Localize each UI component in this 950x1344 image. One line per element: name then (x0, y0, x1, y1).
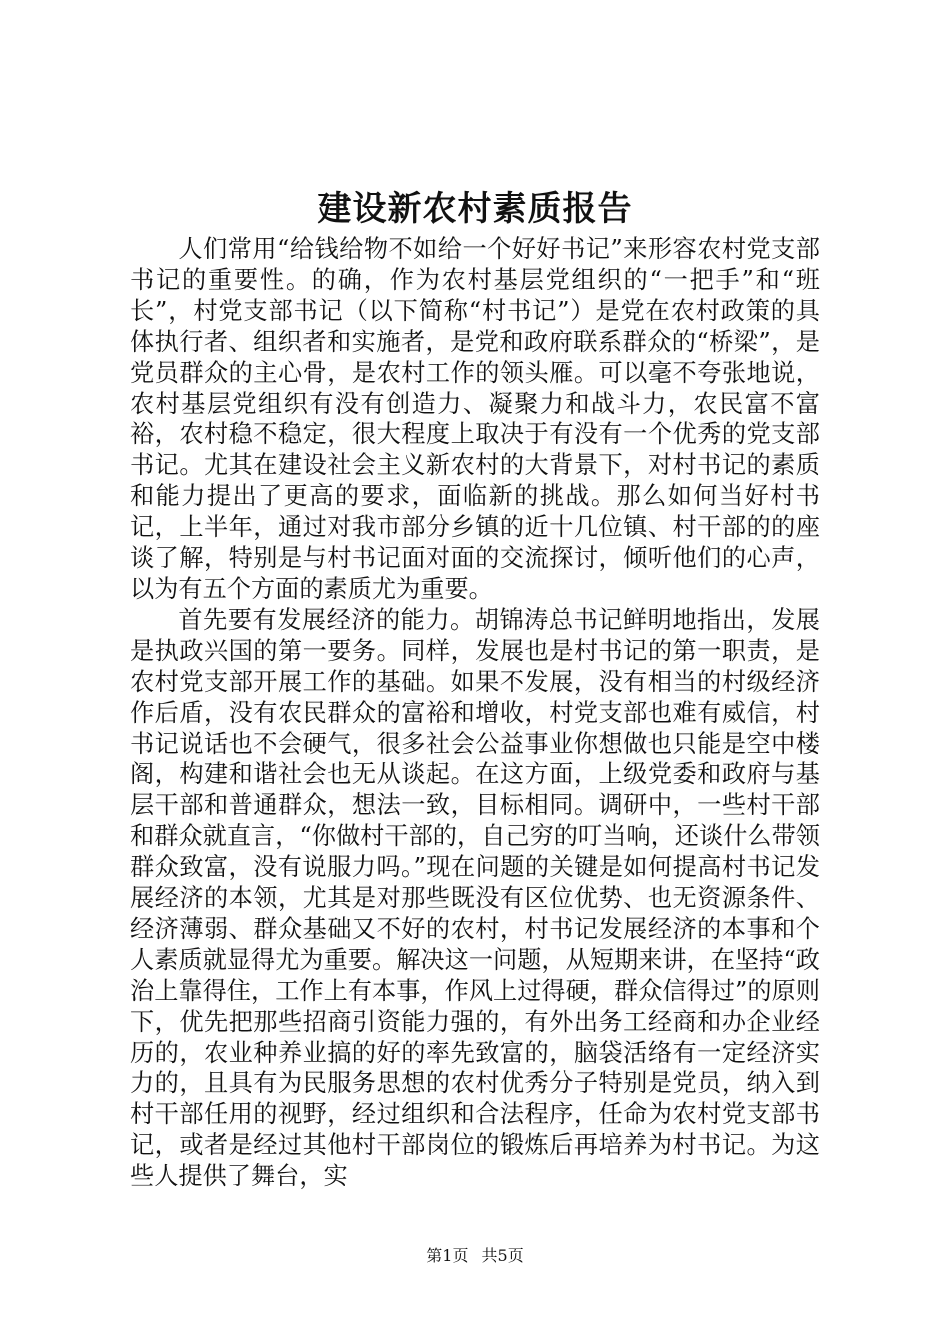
document-title: 建设新农村素质报告 (317, 189, 633, 229)
page-footer (0, 1244, 950, 1268)
paragraph-1: 人们常用“给钱给物不如给一个好好书记”来形容农村党支部书记的重要性。的确，作为农村基层党组织的“一把手”和“班长”，村党支部书记（以下简称“村书记”）是党在农村政策的具体执行者、组织者和实施者，是党和政府联系群众的“桥梁”，是党员群众的主心骨，是农村工作的领头雁。可以毫不夸张地说，农村基层党组织有没有创造力、凝聚力和战斗力，农民富不富裕，农村稳不稳定，很大程度上取决于有没有一个优秀的党支部书记。尤其在建设社会主义新农村的大背景下，对村书记的素质和能力提出了更高的要求，面临新的挑战。那么如何当好村书记，上半年，通过对我市部分乡镇的近十几位镇、村干部的的座谈了解，特别是与村书记面对面的交流探讨，倾听他们的心声，以为有五个方面的素质尤为重要。 (130, 235, 820, 603)
page-number-total: 共5页 (481, 1246, 524, 1265)
document-body (130, 234, 820, 1192)
paragraph-2: 首先要有发展经济的能力。胡锦涛总书记鲜明地指出，发展是执政兴国的第一要务。同样，发展也是村书记的第一职责，是农村党支部开展工作的基础。如果不发展，没有相当的村级经济作后盾，没有农民群众的富裕和增收，村党支部也难有威信，村书记说话也不会硬气，很多社会公益事业你想做也只能是空中楼阁，构建和谐社会也无从谈起。在这方面，上级党委和政府与基层干部和普通群众，想法一致，目标相同。调研中，一些村干部和群众就直言，“你做村干部的，自己穷的叮当响，还谈什么带领群众致富，没有说服力吗。”现在问题的关键是如何提高村书记发展经济的本领，尤其是对那些既没有区位优势、也无资源条件、经济薄弱、群众基础又不好的农村，村书记发展经济的本事和个人素质就显得尤为重要。解决这一问题，从短期来讲，在坚持“政治上靠得住，工作上有本事，作风上过得硬，群众信得过”的原则下，优先把那些招商引资能力强的，有外出务工经商和办企业经历的，农业种养业搞的好的率先致富的，脑袋活络有一定经济实力的，且具有为民服务思想的农村优秀分子特别是党员，纳入到村干部任用的视野，经过组织和合法程序，任命为农村党支部书记，或者是经过其他村干部岗位的锻炼后再培养为村书记。为这些人提供了舞台，实 (130, 605, 820, 1191)
page-number-current: 第1页 (426, 1246, 469, 1265)
